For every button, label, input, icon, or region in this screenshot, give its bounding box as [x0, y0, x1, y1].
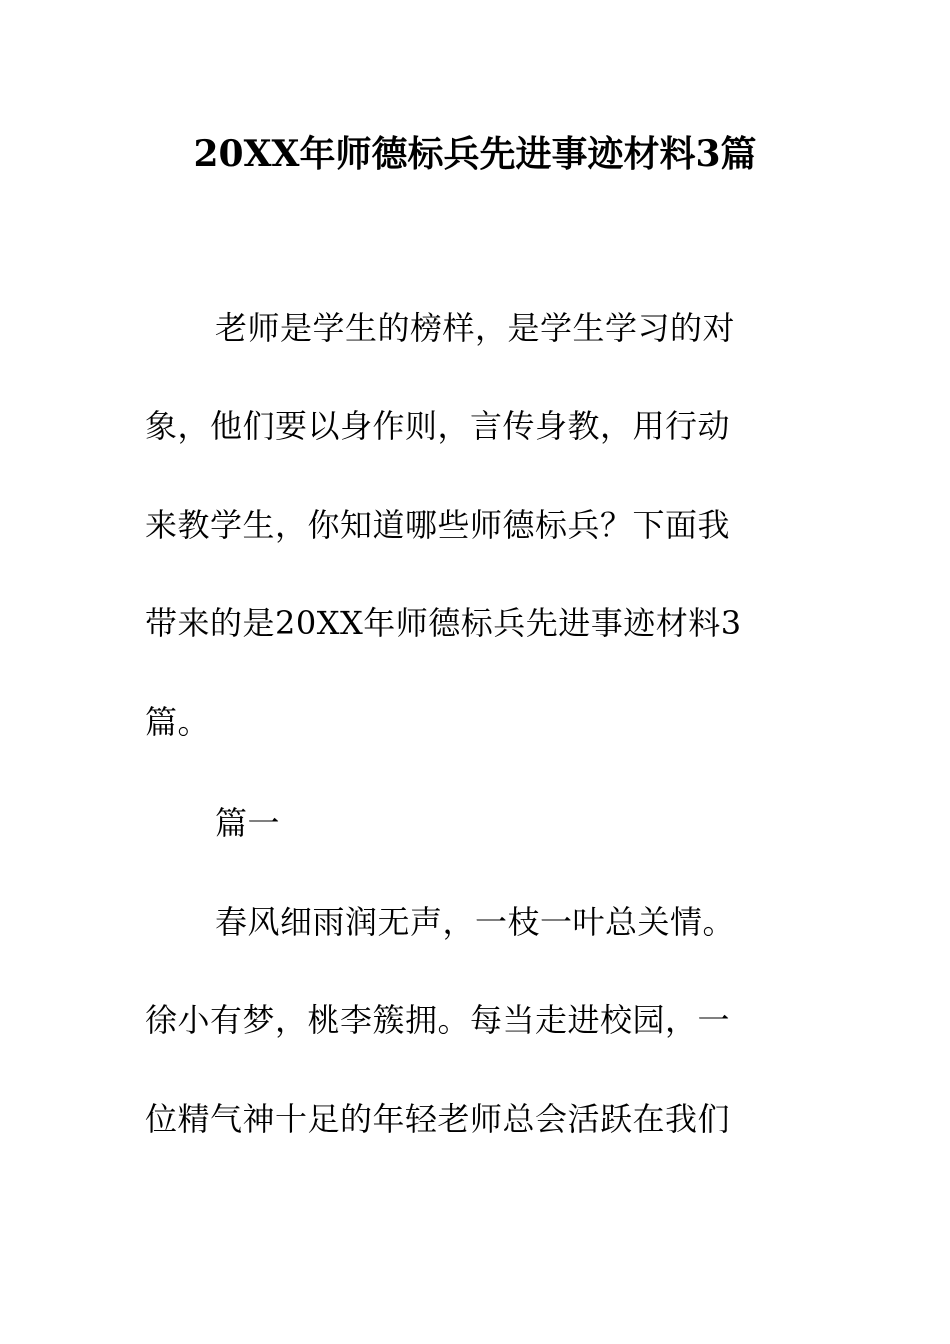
document-title: 20XX年师德标兵先进事迹材料3篇	[193, 133, 757, 175]
section-heading: 篇一	[215, 804, 281, 842]
paragraph-line: 位精气神十足的年轻老师总会活跃在我们	[145, 1100, 731, 1138]
paragraph-line: 象，他们要以身作则，言传身教，用行动	[145, 407, 731, 445]
paragraph-line: 徐小有梦，桃李簇拥。每当走进校园，一	[145, 1001, 731, 1039]
paragraph-line: 篇。	[145, 703, 211, 741]
paragraph-line: 带来的是20XX年师德标兵先进事迹材料3	[145, 604, 742, 642]
paragraph-line: 老师是学生的榜样，是学生学习的对	[215, 309, 736, 347]
paragraph-line: 春风细雨润无声，一枝一叶总关情。	[215, 903, 736, 941]
paragraph-line: 来教学生，你知道哪些师德标兵？下面我	[145, 506, 731, 544]
